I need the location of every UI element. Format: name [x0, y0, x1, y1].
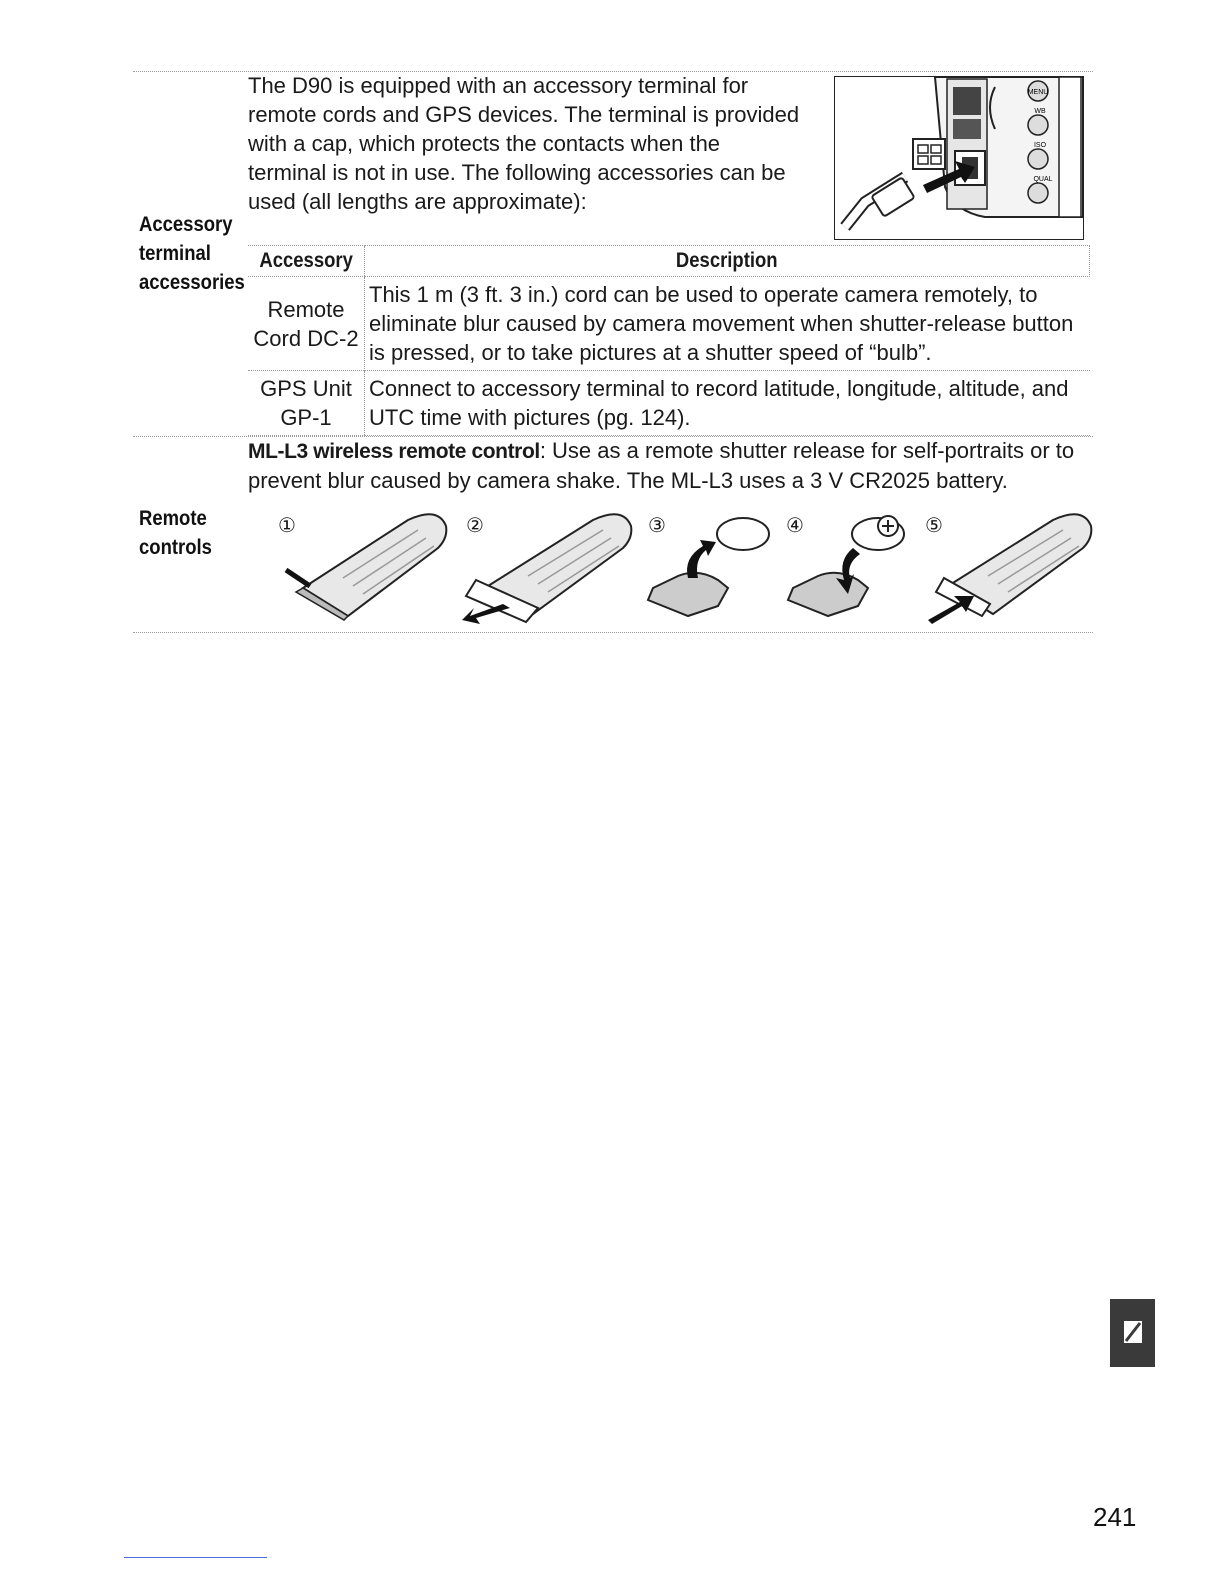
- qual-button-label: QUAL: [1033, 176, 1053, 183]
- intro-line: used (all lengths are approximate):: [248, 189, 587, 214]
- accessory-table: [248, 245, 1090, 436]
- description-column-header: [365, 246, 1090, 277]
- remote-step-5-image: [928, 514, 1091, 624]
- step-number: ①: [278, 515, 296, 537]
- camera-terminal-diagram: [835, 77, 1083, 239]
- table-row: [248, 371, 1090, 436]
- intro-line: The D90 is equipped with an accessory terminal for: [248, 73, 749, 98]
- remote-lead-term: ML-L3 wireless remote control: [248, 440, 540, 463]
- intro-line: remote cords and GPS devices. The terminal is provided: [248, 102, 800, 127]
- step-number: ②: [466, 515, 484, 537]
- label-line: controls: [139, 536, 212, 559]
- accessory-header-text: Accessory: [259, 249, 353, 272]
- chapter-tab-marker: [1110, 1299, 1155, 1367]
- remote-steps-illustration: [248, 508, 1098, 630]
- accessory-terminal-illustration: [834, 76, 1084, 240]
- remote-description: [248, 436, 1090, 495]
- label-line: Remote: [139, 507, 207, 530]
- menu-button-label: MENU: [1027, 89, 1049, 96]
- battery-replacement-steps: [248, 508, 1098, 630]
- wb-button-label: WB: [1034, 108, 1046, 115]
- label-line: accessories: [139, 271, 245, 294]
- accessory-section-label: [139, 210, 245, 297]
- technical-notes-icon: [1110, 1299, 1155, 1367]
- accessory-name-line: Cord DC-2: [253, 325, 359, 351]
- section-bottom-rule: [133, 632, 1093, 633]
- accessory-intro-text: [248, 71, 823, 216]
- step-number: ③: [648, 515, 666, 537]
- page-number: 241: [1093, 1502, 1137, 1532]
- remote-step-4-image: [788, 516, 904, 616]
- remote-step-3-image: [648, 518, 769, 616]
- accessory-name: [248, 277, 365, 371]
- remote-section-label: [139, 504, 231, 562]
- iso-button-label: ISO: [1033, 142, 1047, 149]
- accessory-description: Connect to accessory terminal to record latitude, longitude, altitude, and UTC time with pictures (pg. 124).: [365, 371, 1090, 436]
- accessory-name-line: Remote: [267, 296, 345, 322]
- accessory-name-line: GPS Unit: [260, 376, 352, 401]
- footer-line: [124, 1557, 267, 1558]
- accessory-description: This 1 m (3 ft. 3 in.) cord can be used to operate camera remotely, to eliminate blur caused by camera movement when shutter-release button is pressed, or to take pictures at a shutter speed of “bulb”.: [365, 277, 1090, 371]
- remote-step-2-image: [462, 514, 631, 624]
- accessory-column-header: [248, 246, 365, 277]
- remote-step-1-image: [286, 514, 446, 620]
- intro-line: terminal is not in use. The following accessories can be: [248, 160, 786, 185]
- remote-body-text: : Use as a remote shutter release for self-portraits or to prevent blur caused by camera shake. The ML-L3 uses a 3 V CR2025 battery.: [248, 438, 1075, 493]
- accessory-name: [248, 371, 365, 436]
- description-header-text: Description: [676, 249, 778, 272]
- step-number: ⑤: [925, 515, 943, 537]
- accessory-name-line: GP-1: [280, 405, 332, 430]
- label-line: terminal: [139, 242, 211, 265]
- step-number: ④: [786, 515, 804, 537]
- intro-line: with a cap, which protects the contacts when the: [248, 131, 721, 156]
- label-line: Accessory: [139, 213, 233, 236]
- table-row: [248, 277, 1090, 371]
